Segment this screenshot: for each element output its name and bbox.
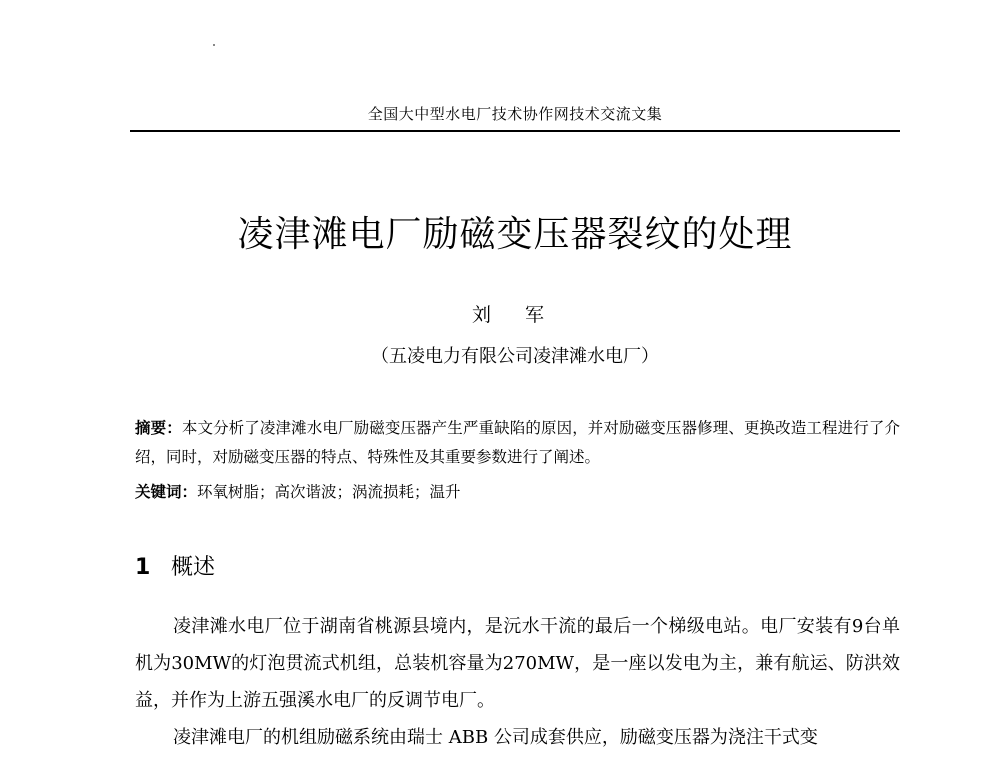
running-header: 全国大中型水电厂技术协作网技术交流文集 xyxy=(367,105,663,123)
scan-speck xyxy=(213,44,215,46)
abstract-label: 摘要： xyxy=(135,419,182,437)
header-rule xyxy=(130,130,900,132)
section-title: 概述 xyxy=(171,555,216,580)
body-paragraph: 凌津滩电厂的机组励磁系统由瑞士 ABB 公司成套供应，励磁变压器为浇注干式变 xyxy=(173,727,818,748)
abstract-text: 本文分析了凌津滩水电厂励磁变压器产生严重缺陷的原因，并对励磁变压器修理、更换改造工程进行了介绍，同时，对励磁变压器的特点、特殊性及其重要参数进行了阐述。 xyxy=(135,419,900,466)
abstract xyxy=(135,414,900,472)
keywords-label: 关键词： xyxy=(135,483,198,501)
keywords-text: 环氧树脂；高次谐波；涡流损耗；温升 xyxy=(197,483,461,501)
author-name: 刘 军 xyxy=(471,304,559,326)
paper-title: 凌津滩电厂励磁变压器裂纹的处理 xyxy=(237,214,793,255)
section-number: 1 xyxy=(135,555,151,580)
section-heading xyxy=(135,550,215,581)
keywords xyxy=(135,481,900,503)
body-paragraph: 凌津滩水电厂位于湖南省桃源县境内，是沅水干流的最后一个梯级电站。电厂安装有9台单机为30MW的灯泡贯流式机组，总装机容量为270MW，是一座以发电为主，兼有航运、防洪效益，并作为上游五强溪水电厂的反调节电厂。 xyxy=(135,616,900,711)
section-body xyxy=(135,608,900,756)
author-affiliation: （五凌电力有限公司凌津滩水电厂） xyxy=(371,346,659,367)
